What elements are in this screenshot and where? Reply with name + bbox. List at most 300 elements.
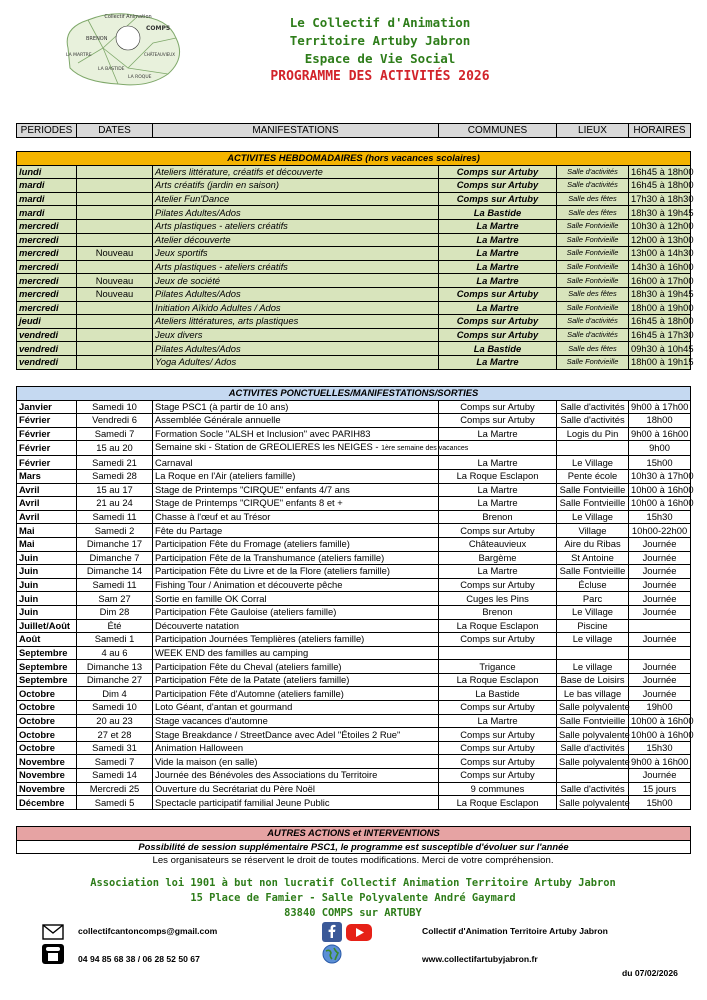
- cell-horaire: 10h00 à 16h00: [629, 497, 691, 511]
- cell-horaire: 10h00 à 16h00: [629, 728, 691, 742]
- cell-period: Mai: [17, 537, 77, 551]
- cell-date: [77, 355, 153, 369]
- cell-activity: Jeux divers: [153, 328, 439, 342]
- table-row: [17, 660, 691, 674]
- cell-period: Octobre: [17, 714, 77, 728]
- cell-activity: Spectacle participatif familial Jeune Public: [153, 796, 439, 810]
- page-header: [200, 14, 560, 86]
- cell-activity: Participation Fête Gauloise (ateliers famille): [153, 605, 439, 619]
- cell-horaire: 18h00 à 19h00: [629, 301, 691, 315]
- cell-horaire: 13h00 à 14h30: [629, 247, 691, 261]
- cell-horaire: Journée: [629, 633, 691, 647]
- association-address: 15 Place de Famier - Salle Polyvalente André Gaymard: [190, 892, 516, 904]
- cell-horaire: 9h00 à 17h00: [629, 400, 691, 414]
- cell-lieu: Parc: [557, 592, 629, 606]
- collectif-logo: [58, 8, 188, 88]
- cell-lieu: Salle Fontvieille: [557, 274, 629, 288]
- other-section-title: AUTRES ACTIONS et INTERVENTIONS: [17, 827, 691, 841]
- cell-activity: Pilates Adultes/Ados: [153, 206, 439, 220]
- cell-activity: Stage de Printemps "CIRQUE" enfants 8 et +: [153, 497, 439, 511]
- cell-horaire: 16h45 à 18h00: [629, 315, 691, 329]
- cell-activity: Arts créatifs (jardin en saison): [153, 179, 439, 193]
- cell-lieu: Salle des fêtes: [557, 206, 629, 220]
- cell-lieu: Salle Fontvieille: [557, 233, 629, 247]
- cell-period: Septembre: [17, 673, 77, 687]
- globe-icon: [322, 944, 342, 964]
- cell-horaire: Journée: [629, 673, 691, 687]
- cell-lieu: Piscine: [557, 619, 629, 633]
- cell-period: Octobre: [17, 701, 77, 715]
- cell-activity: Ouverture du Secrétariat du Père Noël: [153, 782, 439, 796]
- svg-text:BRENON: BRENON: [86, 36, 108, 42]
- cell-date: Dimanche 17: [77, 537, 153, 551]
- cell-commune: La Roque Esclapon: [439, 673, 557, 687]
- cell-period: Octobre: [17, 687, 77, 701]
- cell-period: Mars: [17, 469, 77, 483]
- cell-period: mardi: [17, 206, 77, 220]
- cell-horaire: 16h00 à 17h00: [629, 274, 691, 288]
- cell-lieu: Salle des fêtes: [557, 192, 629, 206]
- cell-lieu: Salle Fontvieille: [557, 260, 629, 274]
- cell-horaire: Journée: [629, 769, 691, 783]
- cell-period: Novembre: [17, 755, 77, 769]
- column-header-table: [16, 123, 691, 138]
- cell-period: mercredi: [17, 247, 77, 261]
- svg-text:LA ROQUE: LA ROQUE: [128, 75, 152, 80]
- events-table: [16, 386, 694, 810]
- cell-commune: La Martre: [439, 260, 557, 274]
- cell-commune: Comps sur Artuby: [439, 769, 557, 783]
- cell-date: 27 et 28: [77, 728, 153, 742]
- cell-period: Décembre: [17, 796, 77, 810]
- program-title: PROGRAMME DES ACTIVITÉS 2026: [270, 69, 490, 84]
- cell-horaire: 16h45 à 18h00: [629, 165, 691, 179]
- cell-period: mercredi: [17, 287, 77, 301]
- title-line-1: Le Collectif d'Animation: [289, 15, 471, 30]
- cell-horaire: Journée: [629, 592, 691, 606]
- cell-date: Samedi 5: [77, 796, 153, 810]
- cell-activity: Découverte natation: [153, 619, 439, 633]
- table-row: [17, 427, 691, 441]
- table-row: [17, 315, 691, 329]
- email-link[interactable]: collectifcantoncomps@gmail.com: [78, 926, 218, 936]
- cell-period: Avril: [17, 510, 77, 524]
- website-link[interactable]: www.collectifartubyjabron.fr: [422, 954, 538, 964]
- cell-activity: Stage Breakdance / StreetDance avec Adel "Étoiles 2 Rue": [153, 728, 439, 742]
- events-section-title: ACTIVITES PONCTUELLES/MANIFESTATIONS/SORTIES: [17, 387, 691, 401]
- other-actions-line: Possibilité de session supplémentaire PSC1, le programme est susceptible d'évoluer sur l'année: [17, 840, 691, 854]
- cell-lieu: Le bas village: [557, 687, 629, 701]
- cell-activity: Participation Fête du Cheval (ateliers famille): [153, 660, 439, 674]
- table-row: [17, 165, 691, 179]
- table-row: [17, 592, 691, 606]
- cell-period: vendredi: [17, 328, 77, 342]
- cell-lieu: Le village: [557, 660, 629, 674]
- social-page-name: Collectif d'Animation Territoire Artuby Jabron: [422, 926, 608, 936]
- cell-lieu: Le Village: [557, 605, 629, 619]
- cell-date: [77, 301, 153, 315]
- cell-commune: 9 communes: [439, 782, 557, 796]
- table-row: [17, 741, 691, 755]
- table-row: [17, 714, 691, 728]
- cell-horaire: 15h00: [629, 796, 691, 810]
- cell-date: Dimanche 7: [77, 551, 153, 565]
- table-row: [17, 728, 691, 742]
- cell-date: Sam 27: [77, 592, 153, 606]
- cell-activity: Pilates Adultes/Ados: [153, 287, 439, 301]
- table-row: [17, 673, 691, 687]
- table-row: [17, 274, 691, 288]
- cell-lieu: Salle Fontvieille: [557, 219, 629, 233]
- cell-activity: Vide la maison (en salle): [153, 755, 439, 769]
- cell-horaire: 10h00 à 16h00: [629, 714, 691, 728]
- col-periodes: PERIODES: [17, 124, 77, 138]
- cell-horaire: [629, 646, 691, 660]
- cell-date: Dim 28: [77, 605, 153, 619]
- cell-commune: Cuges les Pins: [439, 592, 557, 606]
- table-row: [17, 755, 691, 769]
- cell-period: Février: [17, 441, 77, 456]
- cell-activity: Chasse à l'œuf et au Trésor: [153, 510, 439, 524]
- cell-lieu: Salle polyvalente: [557, 796, 629, 810]
- cell-commune: Brenon: [439, 605, 557, 619]
- cell-commune: La Roque Esclapon: [439, 796, 557, 810]
- cell-period: Août: [17, 633, 77, 647]
- cell-period: Février: [17, 427, 77, 441]
- cell-period: mardi: [17, 192, 77, 206]
- cell-period: Octobre: [17, 728, 77, 742]
- cell-lieu: Salle d'activités: [557, 165, 629, 179]
- cell-period: Mai: [17, 524, 77, 538]
- cell-commune: Brenon: [439, 510, 557, 524]
- cell-lieu: Le village: [557, 633, 629, 647]
- cell-activity: Initiation Aïkido Adultes / Ados: [153, 301, 439, 315]
- cell-date: [77, 315, 153, 329]
- svg-text:CHÂTEAUVIEUX: CHÂTEAUVIEUX: [144, 52, 175, 57]
- cell-horaire: 17h30 à 18h30: [629, 192, 691, 206]
- title-line-2: Territoire Artuby Jabron: [289, 33, 471, 48]
- cell-date: Samedi 7: [77, 755, 153, 769]
- table-row: [17, 260, 691, 274]
- cell-activity: Yoga Adultes/ Ados: [153, 355, 439, 369]
- table-row: [17, 605, 691, 619]
- cell-activity: Formation Socle "ALSH et Inclusion" avec PARIH83: [153, 427, 439, 441]
- table-row: [17, 192, 691, 206]
- cell-horaire: 18h30 à 19h45: [629, 287, 691, 301]
- cell-date: 20 au 23: [77, 714, 153, 728]
- cell-horaire: 10h00 à 16h00: [629, 483, 691, 497]
- cell-horaire: 18h00: [629, 414, 691, 428]
- cell-horaire: Journée: [629, 578, 691, 592]
- cell-period: mercredi: [17, 301, 77, 315]
- cell-activity: Participation Fête d'Automne (ateliers famille): [153, 687, 439, 701]
- cell-lieu: Aire du Ribas: [557, 537, 629, 551]
- cell-period: Avril: [17, 497, 77, 511]
- table-row: [17, 179, 691, 193]
- cell-horaire: 15 jours: [629, 782, 691, 796]
- disclaimer: Les organisateurs se réservent le droit de toutes modifications. Merci de votre compréhension.: [152, 855, 554, 866]
- cell-commune: La Roque Esclapon: [439, 619, 557, 633]
- cell-date: 15 au 17: [77, 483, 153, 497]
- col-manifestations: MANIFESTATIONS: [153, 124, 439, 138]
- cell-activity: Assemblée Générale annuelle: [153, 414, 439, 428]
- cell-period: mercredi: [17, 233, 77, 247]
- table-row: [17, 524, 691, 538]
- cell-horaire: 19h00: [629, 701, 691, 715]
- cell-activity: WEEK END des familles au camping: [153, 646, 439, 660]
- logo-text: Collectif Animation: [104, 14, 152, 20]
- cell-date: [77, 192, 153, 206]
- col-horaires: HORAIRES: [629, 124, 691, 138]
- cell-date: Été: [77, 619, 153, 633]
- cell-horaire: 16h45 à 18h00: [629, 179, 691, 193]
- cell-period: Juin: [17, 592, 77, 606]
- association-line-1: Association loi 1901 à but non lucratif Collectif Animation Territoire Artuby Jabron: [90, 877, 616, 889]
- cell-lieu: Salle polyvalente: [557, 755, 629, 769]
- cell-period: Juin: [17, 565, 77, 579]
- cell-activity: Carnaval: [153, 456, 439, 470]
- cell-activity: Atelier découverte: [153, 233, 439, 247]
- cell-period: Septembre: [17, 646, 77, 660]
- cell-date: Samedi 14: [77, 769, 153, 783]
- cell-horaire: 10h30 à 12h00: [629, 219, 691, 233]
- table-row: [17, 796, 691, 810]
- cell-date: Dim 4: [77, 687, 153, 701]
- cell-lieu: Salle d'activités: [557, 414, 629, 428]
- cell-commune: Comps sur Artuby: [439, 179, 557, 193]
- cell-horaire: 16h45 à 17h30: [629, 328, 691, 342]
- table-row: [17, 565, 691, 579]
- svg-text:COMPS: COMPS: [146, 25, 171, 32]
- cell-commune: Comps sur Artuby: [439, 192, 557, 206]
- table-row: [17, 355, 691, 369]
- cell-horaire: 9h00 à 16h00: [629, 755, 691, 769]
- col-dates: DATES: [77, 124, 153, 138]
- table-row: [17, 769, 691, 783]
- table-row: [17, 441, 691, 456]
- cell-date: Dimanche 14: [77, 565, 153, 579]
- cell-commune: La Martre: [439, 483, 557, 497]
- table-row: [17, 456, 691, 470]
- cell-date: Samedi 11: [77, 510, 153, 524]
- cell-lieu: Écluse: [557, 578, 629, 592]
- cell-commune: Comps sur Artuby: [439, 524, 557, 538]
- cell-period: lundi: [17, 165, 77, 179]
- cell-period: Novembre: [17, 769, 77, 783]
- cell-date: [77, 206, 153, 220]
- cell-lieu: Le Village: [557, 456, 629, 470]
- table-row: [17, 247, 691, 261]
- cell-lieu: Salle Fontvieille: [557, 355, 629, 369]
- cell-period: Juin: [17, 578, 77, 592]
- table-row: [17, 497, 691, 511]
- cell-commune: La Martre: [439, 233, 557, 247]
- cell-period: Janvier: [17, 400, 77, 414]
- table-row: [17, 483, 691, 497]
- cell-date: 4 au 6: [77, 646, 153, 660]
- cell-date: [77, 342, 153, 356]
- cell-activity: Fête du Partage: [153, 524, 439, 538]
- cell-commune: Bargème: [439, 551, 557, 565]
- col-communes: COMMUNES: [439, 124, 557, 138]
- cell-period: mercredi: [17, 219, 77, 233]
- cell-lieu: Salle des fêtes: [557, 342, 629, 356]
- cell-horaire: 18h00 à 19h15: [629, 355, 691, 369]
- cell-horaire: 15h30: [629, 741, 691, 755]
- cell-commune: Comps sur Artuby: [439, 315, 557, 329]
- cell-period: Octobre: [17, 741, 77, 755]
- cell-activity: Participation Fête de la Transhumance (ateliers famille): [153, 551, 439, 565]
- cell-commune: [439, 646, 557, 660]
- cell-lieu: Salle Fontvieille: [557, 714, 629, 728]
- cell-commune: Comps sur Artuby: [439, 328, 557, 342]
- cell-period: Juillet/Août: [17, 619, 77, 633]
- cell-lieu: Salle polyvalente: [557, 701, 629, 715]
- cell-date: Samedi 11: [77, 578, 153, 592]
- cell-lieu: Salle d'activités: [557, 782, 629, 796]
- cell-date: Vendredi 6: [77, 414, 153, 428]
- table-row: [17, 301, 691, 315]
- document-date: du 07/02/2026: [622, 968, 678, 978]
- cell-commune: Comps sur Artuby: [439, 741, 557, 755]
- cell-lieu: Salle d'activités: [557, 328, 629, 342]
- table-row: [17, 619, 691, 633]
- cell-lieu: Salle Fontvieille: [557, 497, 629, 511]
- cell-period: Novembre: [17, 782, 77, 796]
- svg-text:LA MARTRE: LA MARTRE: [66, 53, 92, 58]
- cell-commune: Comps sur Artuby: [439, 165, 557, 179]
- cell-lieu: Salle d'activités: [557, 741, 629, 755]
- cell-date: Mercredi 25: [77, 782, 153, 796]
- youtube-icon[interactable]: [346, 924, 372, 941]
- cell-horaire: Journée: [629, 551, 691, 565]
- cell-lieu: Salle Fontvieille: [557, 301, 629, 315]
- cell-period: vendredi: [17, 355, 77, 369]
- association-city: 83840 COMPS sur ARTUBY: [284, 907, 422, 919]
- cell-commune: Comps sur Artuby: [439, 400, 557, 414]
- cell-commune: La Martre: [439, 497, 557, 511]
- cell-lieu: Le Village: [557, 510, 629, 524]
- cell-activity: Journée des Bénévoles des Associations du Territoire: [153, 769, 439, 783]
- envelope-icon: [42, 924, 64, 940]
- table-row: [17, 233, 691, 247]
- cell-date: Samedi 10: [77, 400, 153, 414]
- cell-horaire: Journée: [629, 537, 691, 551]
- cell-date: Samedi 31: [77, 741, 153, 755]
- table-row: [17, 400, 691, 414]
- cell-date: Samedi 2: [77, 524, 153, 538]
- cell-date: [77, 328, 153, 342]
- association-info: [16, 876, 690, 921]
- cell-commune: Comps sur Artuby: [439, 728, 557, 742]
- cell-date: Dimanche 13: [77, 660, 153, 674]
- cell-horaire: 15h30: [629, 510, 691, 524]
- cell-activity: Participation Journées Templières (ateliers famille): [153, 633, 439, 647]
- cell-lieu: Village: [557, 524, 629, 538]
- weekly-activities-table: [16, 151, 694, 370]
- cell-period: mardi: [17, 179, 77, 193]
- cell-commune: La Martre: [439, 274, 557, 288]
- cell-period: Juin: [17, 551, 77, 565]
- facebook-icon[interactable]: [322, 922, 342, 942]
- phone-numbers: 04 94 85 68 38 / 06 28 52 50 67: [78, 954, 200, 964]
- cell-lieu: Salle d'activités: [557, 179, 629, 193]
- cell-date: Samedi 1: [77, 633, 153, 647]
- cell-horaire: [629, 619, 691, 633]
- table-row: [17, 328, 691, 342]
- table-row: [17, 219, 691, 233]
- cell-lieu: St Antoine: [557, 551, 629, 565]
- cell-activity: Stage PSC1 (à partir de 10 ans): [153, 400, 439, 414]
- cell-period: Septembre: [17, 660, 77, 674]
- cell-horaire: Journée: [629, 660, 691, 674]
- table-row: [17, 287, 691, 301]
- table-row: [17, 633, 691, 647]
- cell-period: vendredi: [17, 342, 77, 356]
- cell-lieu: Logis du Pin: [557, 427, 629, 441]
- table-row: [17, 578, 691, 592]
- cell-activity: Participation Fête du Livre et de la Flore (ateliers famille): [153, 565, 439, 579]
- svg-text:LA BASTIDE: LA BASTIDE: [98, 67, 125, 72]
- cell-date: Samedi 28: [77, 469, 153, 483]
- cell-horaire: 10h00-22h00: [629, 524, 691, 538]
- cell-commune: La Martre: [439, 355, 557, 369]
- cell-lieu: Salle polyvalente: [557, 728, 629, 742]
- cell-activity: Sortie en famille OK Corral: [153, 592, 439, 606]
- cell-period: mercredi: [17, 260, 77, 274]
- cell-activity: Animation Halloween: [153, 741, 439, 755]
- cell-period: mercredi: [17, 274, 77, 288]
- cell-commune: Comps sur Artuby: [439, 414, 557, 428]
- cell-commune: La Bastide: [439, 206, 557, 220]
- table-row: [17, 687, 691, 701]
- cell-commune: La Martre: [439, 456, 557, 470]
- cell-commune: La Martre: [439, 301, 557, 315]
- cell-lieu: Salle des fêtes: [557, 287, 629, 301]
- cell-commune: La Martre: [439, 565, 557, 579]
- cell-horaire: 10h30 à 17h00: [629, 469, 691, 483]
- cell-horaire: 9h00: [629, 441, 691, 456]
- cell-activity: Participation Fête de la Patate (ateliers famille): [153, 673, 439, 687]
- cell-commune: Comps sur Artuby: [439, 701, 557, 715]
- cell-lieu: Pente école: [557, 469, 629, 483]
- cell-date: Dimanche 27: [77, 673, 153, 687]
- cell-horaire: Journée: [629, 605, 691, 619]
- cell-lieu: [557, 646, 629, 660]
- cell-date: [77, 179, 153, 193]
- cell-activity: Arts plastiques - ateliers créatifs: [153, 219, 439, 233]
- table-row: [17, 206, 691, 220]
- table-row: [17, 551, 691, 565]
- table-row: [17, 537, 691, 551]
- cell-date: Samedi 10: [77, 701, 153, 715]
- cell-commune: La Bastide: [439, 687, 557, 701]
- cell-activity: Jeux de société: [153, 274, 439, 288]
- cell-date: [77, 165, 153, 179]
- cell-date: Samedi 21: [77, 456, 153, 470]
- cell-activity: Participation Fête du Fromage (ateliers famille): [153, 537, 439, 551]
- cell-horaire: 12h00 à 13h00: [629, 233, 691, 247]
- cell-activity: Ateliers littératures, arts plastiques: [153, 315, 439, 329]
- cell-horaire: Journée: [629, 565, 691, 579]
- cell-activity: Jeux sportifs: [153, 247, 439, 261]
- cell-horaire: 14h30 à 16h00: [629, 260, 691, 274]
- cell-activity: Loto Géant, d'antan et gourmand: [153, 701, 439, 715]
- cell-horaire: Journée: [629, 687, 691, 701]
- cell-lieu: Salle d'activités: [557, 315, 629, 329]
- cell-commune: La Bastide: [439, 342, 557, 356]
- cell-activity: La Roque en l'Air (ateliers famille): [153, 469, 439, 483]
